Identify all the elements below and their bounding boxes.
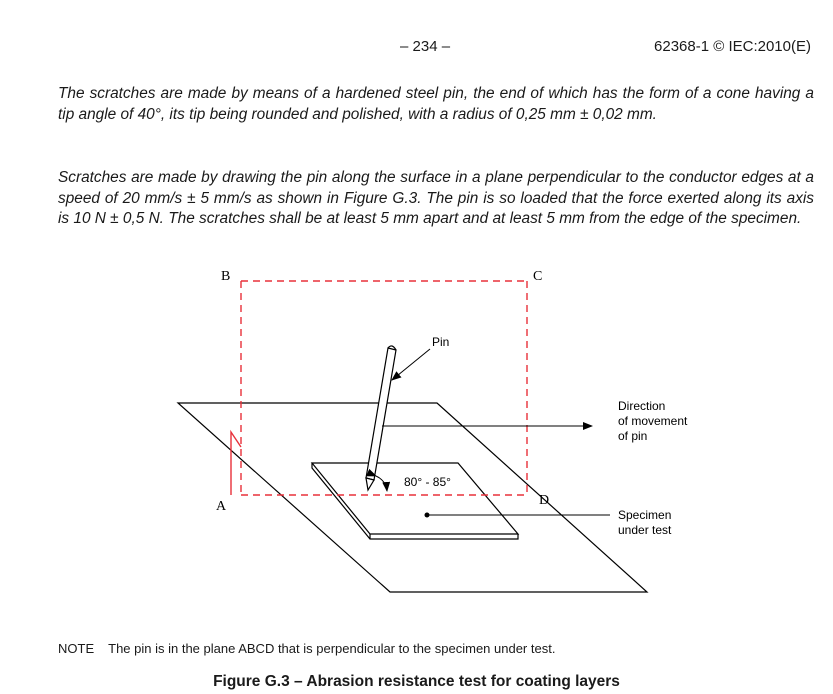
specimen-label-line-2: under test: [618, 523, 672, 537]
paragraph-pin-description: The scratches are made by means of a hardened steel pin, the end of which has the form of a cone having a tip angle of 40°, its tip being rounded and polished, with a radius of 0,25 mm ± 0,02 mm.: [58, 85, 814, 123]
paragraph-scratch-procedure: Scratches are made by drawing the pin along the surface in a plane perpendicular to the conductor edges at a speed of 20 mm/s ± 5 mm/s as shown in Figure G.3. The pin is so loaded that the force exerted along its axis is 10 N ± 0,5 N. The scratches shall be at least 5 mm apart and at least 5 mm from the edge of the specimen.: [58, 169, 814, 227]
direction-label-line-1: Direction: [618, 399, 666, 413]
direction-label-line-3: of pin: [618, 429, 648, 443]
corner-label-d: D: [539, 493, 550, 508]
corner-label-b: B: [221, 269, 231, 284]
note-text: The pin is in the plane ABCD that is perpendicular to the specimen under test.: [108, 641, 556, 656]
page-number: – 234 –: [400, 38, 451, 55]
pin-label: Pin: [432, 335, 450, 349]
angle-label: 80° - 85°: [404, 475, 451, 489]
corner-label-c: C: [533, 269, 543, 284]
figure-caption: Figure G.3 – Abrasion resistance test for coating layers: [213, 673, 620, 690]
specimen-slab-top: [312, 463, 518, 534]
pin-leader: [392, 349, 430, 380]
figure-note: [58, 641, 555, 656]
specimen-label-line-1: Specimen: [618, 508, 672, 522]
direction-label-line-2: of movement: [618, 414, 688, 428]
note-label: NOTE: [58, 641, 95, 656]
corner-label-a: A: [216, 499, 227, 514]
document-reference: 62368-1 © IEC:2010(E): [654, 38, 811, 55]
